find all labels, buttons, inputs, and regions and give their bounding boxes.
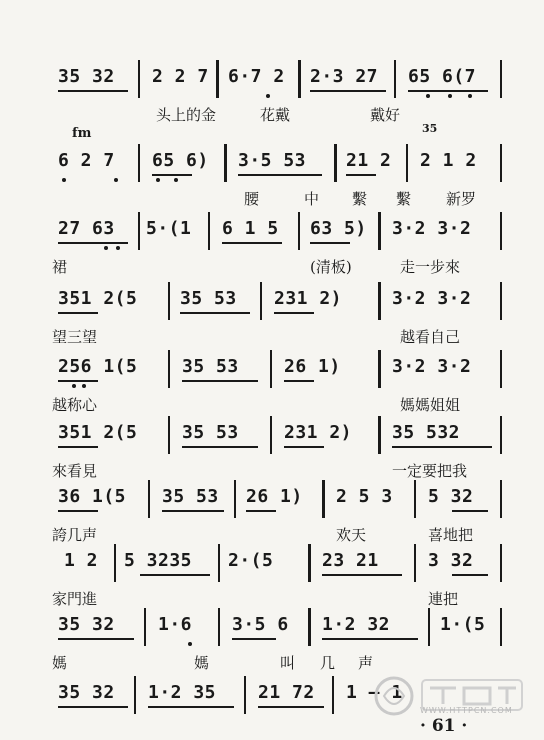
beam-underline: [284, 380, 314, 382]
beam-underline: [58, 510, 98, 512]
note-group: 1·2 32: [322, 614, 391, 635]
note-group: 26 1): [246, 486, 303, 507]
bar-line: [500, 282, 502, 320]
note-group: 231 2): [274, 288, 343, 309]
beam-underline: [182, 446, 258, 448]
lyric: 誇几声: [52, 526, 98, 544]
note-group: 1·(5: [440, 614, 486, 635]
notes-row: [48, 282, 510, 322]
beam-underline: [310, 90, 386, 92]
bar-line: [500, 212, 502, 250]
bar-line: [168, 282, 170, 320]
note-group: 23 21: [322, 550, 379, 571]
lyric: 腰: [244, 190, 260, 208]
beam-underline: [408, 90, 488, 92]
lyrics-row: [48, 524, 510, 546]
beam-underline: [232, 638, 276, 640]
lyric: 家門進: [52, 590, 98, 608]
notes-row: [48, 212, 510, 252]
note-group: 6 2 7: [58, 150, 115, 171]
beam-underline: [452, 510, 488, 512]
beam-underline: [310, 242, 350, 244]
note-group: 5 3235: [124, 550, 193, 571]
note-group: 2 2 7: [152, 66, 209, 87]
beam-underline: [162, 510, 224, 512]
note-group: 35 32: [58, 66, 115, 87]
note-group: 256 1(5: [58, 356, 138, 377]
lyric: 走一步來: [400, 258, 461, 276]
notes-row: [48, 416, 510, 456]
bar-line: [270, 350, 272, 388]
beam-underline: [152, 174, 192, 176]
note-group: 6·7 2: [228, 66, 285, 87]
note-group: 35 32: [58, 614, 115, 635]
beam-underline: [246, 510, 276, 512]
note-group: 3·2 3·2: [392, 218, 472, 239]
beam-underline: [148, 706, 234, 708]
note-group: 5·(1: [146, 218, 192, 239]
bar-line: [322, 480, 325, 518]
bar-line: [500, 60, 502, 98]
bar-line: [334, 144, 337, 182]
note-group: 1·2 35: [148, 682, 217, 703]
beam-underline: [322, 574, 402, 576]
lyric: (清板): [310, 258, 352, 276]
lyric: 几: [320, 654, 336, 672]
fermata-mark: fm: [72, 126, 92, 141]
bar-line: [218, 544, 220, 582]
note-group: 3·2 3·2: [392, 356, 472, 377]
page-number: · 61 ·: [420, 716, 468, 736]
bar-line: [138, 212, 140, 250]
bar-line: [378, 212, 381, 250]
bar-line: [394, 60, 396, 98]
note-group: 3·2 3·2: [392, 288, 472, 309]
note-group: 65 6): [152, 150, 209, 171]
bar-line: [218, 608, 220, 646]
lyrics-row: [48, 104, 510, 126]
lyrics-row: [48, 256, 510, 278]
lyric: 声: [358, 654, 374, 672]
lyric: 喜地把: [428, 526, 474, 544]
bar-line: [224, 144, 227, 182]
lyrics-row: [48, 326, 510, 348]
beam-underline: [284, 446, 324, 448]
notes-row: [48, 480, 510, 520]
lyric: 花戴: [260, 106, 291, 124]
note-group: 5 32: [428, 486, 474, 507]
bar-line: [208, 212, 210, 250]
notes-row: [48, 350, 510, 390]
bar-line: [500, 480, 502, 518]
note-group: 36 1(5: [58, 486, 127, 507]
lyric: 越称心: [52, 396, 98, 414]
lyric: 新罗: [446, 190, 477, 208]
beam-underline: [258, 706, 324, 708]
lyric: 繫: [352, 190, 368, 208]
note-group: 35 32: [58, 682, 115, 703]
beam-underline: [222, 242, 282, 244]
lyric: 繫: [396, 190, 412, 208]
bar-line: [332, 676, 334, 714]
lyric: 連把: [428, 590, 459, 608]
note-group: 2 5 3: [336, 486, 393, 507]
beam-underline: [58, 90, 128, 92]
bar-line: [216, 60, 219, 98]
octave-dot: [266, 94, 270, 98]
octave-dot: [174, 178, 178, 182]
lyric: 媽媽姐姐: [400, 396, 461, 414]
note-group: 3 32: [428, 550, 474, 571]
bar-line: [234, 480, 236, 518]
notes-row: [48, 144, 510, 184]
beam-underline: [58, 312, 98, 314]
bar-line: [144, 608, 146, 646]
watermark-url: WWW.HTTPCN.COM: [420, 706, 513, 715]
bar-line: [244, 676, 246, 714]
bar-line: [378, 282, 381, 320]
octave-dot: [448, 94, 452, 98]
bar-line: [500, 144, 502, 182]
lyric: 戴好: [370, 106, 401, 124]
lyric: 一定要把我: [392, 462, 468, 480]
note-group: 35 53: [162, 486, 219, 507]
note-group: 35 53: [180, 288, 237, 309]
note-group: 3·5 53: [238, 150, 307, 171]
lyric: 裙: [52, 258, 68, 276]
beam-underline: [58, 446, 98, 448]
beam-underline: [180, 312, 250, 314]
bar-line: [260, 282, 262, 320]
notes-row: [48, 60, 510, 100]
beam-underline: [346, 174, 376, 176]
octave-dot: [104, 246, 108, 250]
octave-dot: [82, 384, 86, 388]
lyrics-row: [48, 188, 510, 210]
octave-dot: [468, 94, 472, 98]
beam-underline: [392, 446, 492, 448]
note-group: 35 532: [392, 422, 461, 443]
bar-line: [414, 480, 416, 518]
bar-line: [428, 608, 430, 646]
beam-underline: [140, 574, 210, 576]
beam-underline: [452, 574, 488, 576]
bar-line: [138, 60, 140, 98]
lyric: 媽: [194, 654, 210, 672]
bar-line: [114, 544, 116, 582]
note-group: 21 2: [346, 150, 392, 171]
bar-line: [378, 416, 381, 454]
bar-line: [298, 212, 300, 250]
note-group: 231 2): [284, 422, 353, 443]
notes-row: [48, 608, 510, 648]
note-group: 6 1 5: [222, 218, 279, 239]
lyric: 欢天: [336, 526, 367, 544]
bar-line: [298, 60, 301, 98]
octave-dot: [156, 178, 160, 182]
note-group: 1 — 1: [346, 682, 403, 703]
bar-line: [308, 608, 311, 646]
bar-line: [168, 350, 170, 388]
octave-dot: [188, 642, 192, 646]
lyric: 叫: [280, 654, 296, 672]
bar-line: [138, 144, 140, 182]
octave-dot: [116, 246, 120, 250]
beam-underline: [58, 380, 98, 382]
octave-dot: [72, 384, 76, 388]
bar-line: [134, 676, 136, 714]
note-group: 35 53: [182, 356, 239, 377]
beam-underline: [274, 312, 314, 314]
bar-line: [308, 544, 311, 582]
beam-underline: [58, 242, 128, 244]
bar-line: [500, 350, 502, 388]
note-group: 1·6: [158, 614, 193, 635]
notes-row: [48, 544, 510, 584]
lyric: 媽: [52, 654, 68, 672]
note-group: 2 1 2: [420, 150, 477, 171]
bar-line: [406, 144, 408, 182]
note-group: 351 2(5: [58, 288, 138, 309]
lyric: 來看見: [52, 462, 98, 480]
note-group: 21 72: [258, 682, 315, 703]
bar-line: [500, 544, 502, 582]
lyric: 头上的金: [156, 106, 217, 124]
note-group: 1 2: [64, 550, 99, 571]
note-group: 63 5): [310, 218, 367, 239]
lyric: 越看自己: [400, 328, 461, 346]
lyric: 中: [304, 190, 320, 208]
note-group: 35 53: [182, 422, 239, 443]
lyrics-row: [48, 460, 510, 482]
octave-dot: [426, 94, 430, 98]
note-group: 27 63: [58, 218, 115, 239]
beam-underline: [238, 174, 322, 176]
bar-line: [270, 416, 272, 454]
lyrics-row: [48, 394, 510, 416]
beam-underline: [322, 638, 418, 640]
bar-line: [168, 416, 170, 454]
note-group: 351 2(5: [58, 422, 138, 443]
bar-line: [414, 544, 416, 582]
beam-underline: [182, 380, 258, 382]
note-group: 3·5 6: [232, 614, 289, 635]
note-group: 2·3 27: [310, 66, 379, 87]
octave-dot: [114, 178, 118, 182]
bar-line: [500, 416, 502, 454]
octave-dot: [62, 178, 66, 182]
bar-line: [148, 480, 150, 518]
lyrics-row: [48, 588, 510, 610]
beam-underline: [58, 638, 134, 640]
beam-underline: [58, 706, 128, 708]
note-group: 26 1): [284, 356, 341, 377]
note-group: 2·(5: [228, 550, 274, 571]
bar-line: [500, 608, 502, 646]
note-group: 65 6(7: [408, 66, 477, 87]
bar-line: [378, 350, 381, 388]
lyric: 望三望: [52, 328, 98, 346]
grace-note-mark: 35: [422, 122, 438, 135]
